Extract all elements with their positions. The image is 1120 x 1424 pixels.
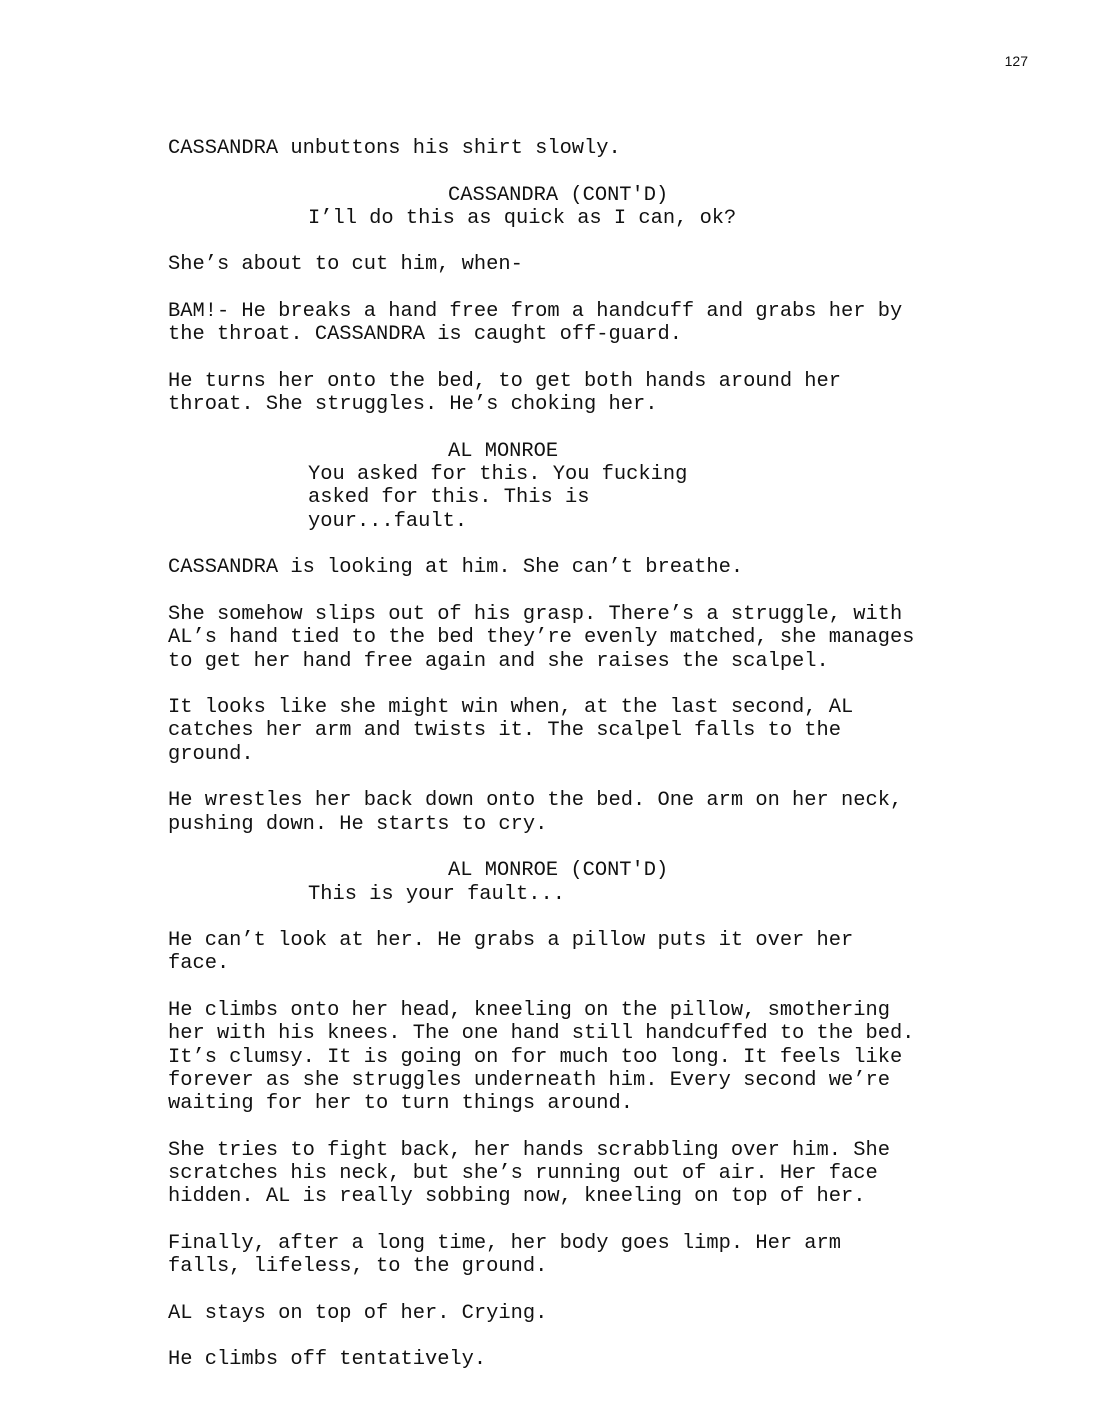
action-paragraph bbox=[168, 253, 1038, 276]
action-line: He turns her onto the bed, to get both hands around her bbox=[168, 369, 842, 393]
action-paragraph bbox=[168, 929, 1038, 976]
dialogue-line: This is your fault... bbox=[308, 882, 565, 906]
action-paragraph bbox=[168, 603, 1038, 673]
action-paragraph bbox=[168, 1302, 1038, 1325]
dialogue-block bbox=[168, 859, 1038, 906]
action-line: It looks like she might win when, at the last second, AL bbox=[168, 696, 854, 720]
action-paragraph bbox=[168, 137, 1038, 160]
action-line: falls, lifeless, to the ground. bbox=[168, 1255, 548, 1279]
action-paragraph bbox=[168, 370, 1038, 417]
action-line: CASSANDRA unbuttons his shirt slowly. bbox=[168, 137, 621, 160]
action-line: He can’t look at her. He grabs a pillow puts it over her bbox=[168, 929, 854, 953]
character-name: AL MONROE (CONT'D) bbox=[448, 859, 669, 883]
action-line: face. bbox=[168, 952, 230, 976]
action-line: BAM!- He breaks a hand free from a handcuff and grabs her by bbox=[168, 300, 903, 324]
action-paragraph bbox=[168, 696, 1038, 766]
action-paragraph bbox=[168, 1348, 1038, 1371]
dialogue-block bbox=[168, 184, 1038, 231]
action-line: He climbs onto her head, kneeling on the pillow, smothering bbox=[168, 998, 890, 1022]
action-line: He wrestles her back down onto the bed. One arm on her neck, bbox=[168, 789, 903, 813]
dialogue-line: You asked for this. You fucking bbox=[308, 463, 688, 487]
dialogue-line: I’ll do this as quick as I can, ok? bbox=[308, 206, 737, 230]
character-name: AL MONROE bbox=[448, 439, 559, 463]
action-line: AL’s hand tied to the bed they’re evenly matched, she manages bbox=[168, 626, 915, 650]
action-line: hidden. AL is really sobbing now, kneeling on top of her. bbox=[168, 1185, 866, 1209]
action-line: forever as she struggles underneath him. Every second we’re bbox=[168, 1068, 890, 1092]
action-line: catches her arm and twists it. The scalpel falls to the bbox=[168, 719, 842, 743]
action-line: the throat. CASSANDRA is caught off-guard. bbox=[168, 323, 682, 347]
page-number: 127 bbox=[1004, 53, 1028, 69]
action-line: scratches his neck, but she’s running out of air. Her face bbox=[168, 1162, 878, 1186]
action-paragraph bbox=[168, 789, 1038, 836]
action-paragraph bbox=[168, 1139, 1038, 1209]
character-name: CASSANDRA (CONT'D) bbox=[448, 183, 669, 207]
action-line: She tries to fight back, her hands scrabbling over him. She bbox=[168, 1138, 890, 1162]
action-line: He climbs off tentatively. bbox=[168, 1348, 487, 1372]
action-line: CASSANDRA is looking at him. She can’t breathe. bbox=[168, 556, 744, 580]
dialogue-block bbox=[168, 440, 1038, 533]
dialogue-line: your...fault. bbox=[308, 509, 468, 533]
action-line: It’s clumsy. It is going on for much too long. It feels like bbox=[168, 1045, 903, 1069]
action-line: her with his knees. The one hand still handcuffed to the bed. bbox=[168, 1022, 915, 1046]
action-line: ground. bbox=[168, 742, 254, 766]
action-line: Finally, after a long time, her body goes limp. Her arm bbox=[168, 1231, 842, 1255]
action-paragraph bbox=[168, 1232, 1038, 1279]
action-line: AL stays on top of her. Crying. bbox=[168, 1301, 548, 1325]
action-line: She’s about to cut him, when- bbox=[168, 253, 523, 277]
script-body bbox=[168, 137, 1038, 1395]
dialogue-line: asked for this. This is bbox=[308, 486, 590, 510]
action-line: to get her hand free again and she raises the scalpel. bbox=[168, 649, 829, 673]
action-paragraph bbox=[168, 999, 1038, 1115]
action-line: She somehow slips out of his grasp. There’s a struggle, with bbox=[168, 602, 903, 626]
action-paragraph bbox=[168, 300, 1038, 347]
action-paragraph bbox=[168, 556, 1038, 579]
action-line: pushing down. He starts to cry. bbox=[168, 812, 548, 836]
action-line: waiting for her to turn things around. bbox=[168, 1092, 633, 1116]
action-line: throat. She struggles. He’s choking her. bbox=[168, 393, 658, 417]
